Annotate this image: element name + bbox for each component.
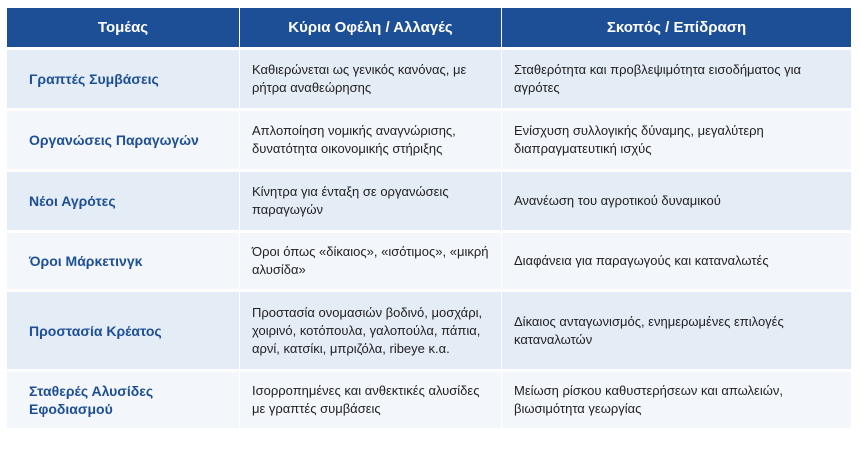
purpose-cell: Μείωση ρίσκου καθυστερήσεων και απωλειών, βιωσιμότητα γεωργίας: [502, 372, 851, 431]
purpose-cell: Ανανέωση του αγροτικού δυναμικού: [502, 172, 851, 233]
table-row: [7, 111, 851, 172]
header-benefits: Κύρια Οφέλη / Αλλαγές: [240, 8, 502, 50]
table-row: [7, 50, 851, 111]
benefit-cell: Όροι όπως «δίκαιος», «ισότιμος», «μικρή αλυσίδα»: [240, 233, 502, 292]
table-header-row: [7, 8, 851, 50]
table-row: [7, 172, 851, 233]
table-row: [7, 292, 851, 372]
purpose-cell: Ενίσχυση συλλογικής δύναμης, μεγαλύτερη διαπραγματευτική ισχύς: [502, 111, 851, 172]
purpose-cell: Δίκαιος ανταγωνισμός, ενημερωμένες επιλογές καταναλωτών: [502, 292, 851, 372]
comparison-table: [7, 8, 851, 431]
purpose-cell: Σταθερότητα και προβλεψιμότητα εισοδήματος για αγρότες: [502, 50, 851, 111]
benefit-cell: Απλοποίηση νομικής αναγνώρισης, δυνατότητα οικονομικής στήριξης: [240, 111, 502, 172]
header-purpose: Σκοπός / Επίδραση: [502, 8, 851, 50]
sector-cell: Προστασία Κρέατος: [7, 292, 240, 372]
comparison-table-container: [7, 8, 851, 431]
sector-cell: Σταθερές Αλυσίδες Εφοδιασμού: [7, 372, 240, 431]
benefit-cell: Ισορροπημένες και ανθεκτικές αλυσίδες με γραπτές συμβάσεις: [240, 372, 502, 431]
table-row: [7, 372, 851, 431]
benefit-cell: Κίνητρα για ένταξη σε οργανώσεις παραγωγών: [240, 172, 502, 233]
sector-cell: Νέοι Αγρότες: [7, 172, 240, 233]
sector-cell: Όροι Μάρκετινγκ: [7, 233, 240, 292]
table-row: [7, 233, 851, 292]
benefit-cell: Προστασία ονομασιών βοδινό, μοσχάρι, χοιρινό, κοτόπουλα, γαλοπούλα, πάπια, αρνί, κατσίκι, μπριζόλα, ribeye κ.α.: [240, 292, 502, 372]
benefit-cell: Καθιερώνεται ως γενικός κανόνας, με ρήτρα αναθεώρησης: [240, 50, 502, 111]
header-sector: Τομέας: [7, 8, 240, 50]
purpose-cell: Διαφάνεια για παραγωγούς και καταναλωτές: [502, 233, 851, 292]
sector-cell: Οργανώσεις Παραγωγών: [7, 111, 240, 172]
sector-cell: Γραπτές Συμβάσεις: [7, 50, 240, 111]
